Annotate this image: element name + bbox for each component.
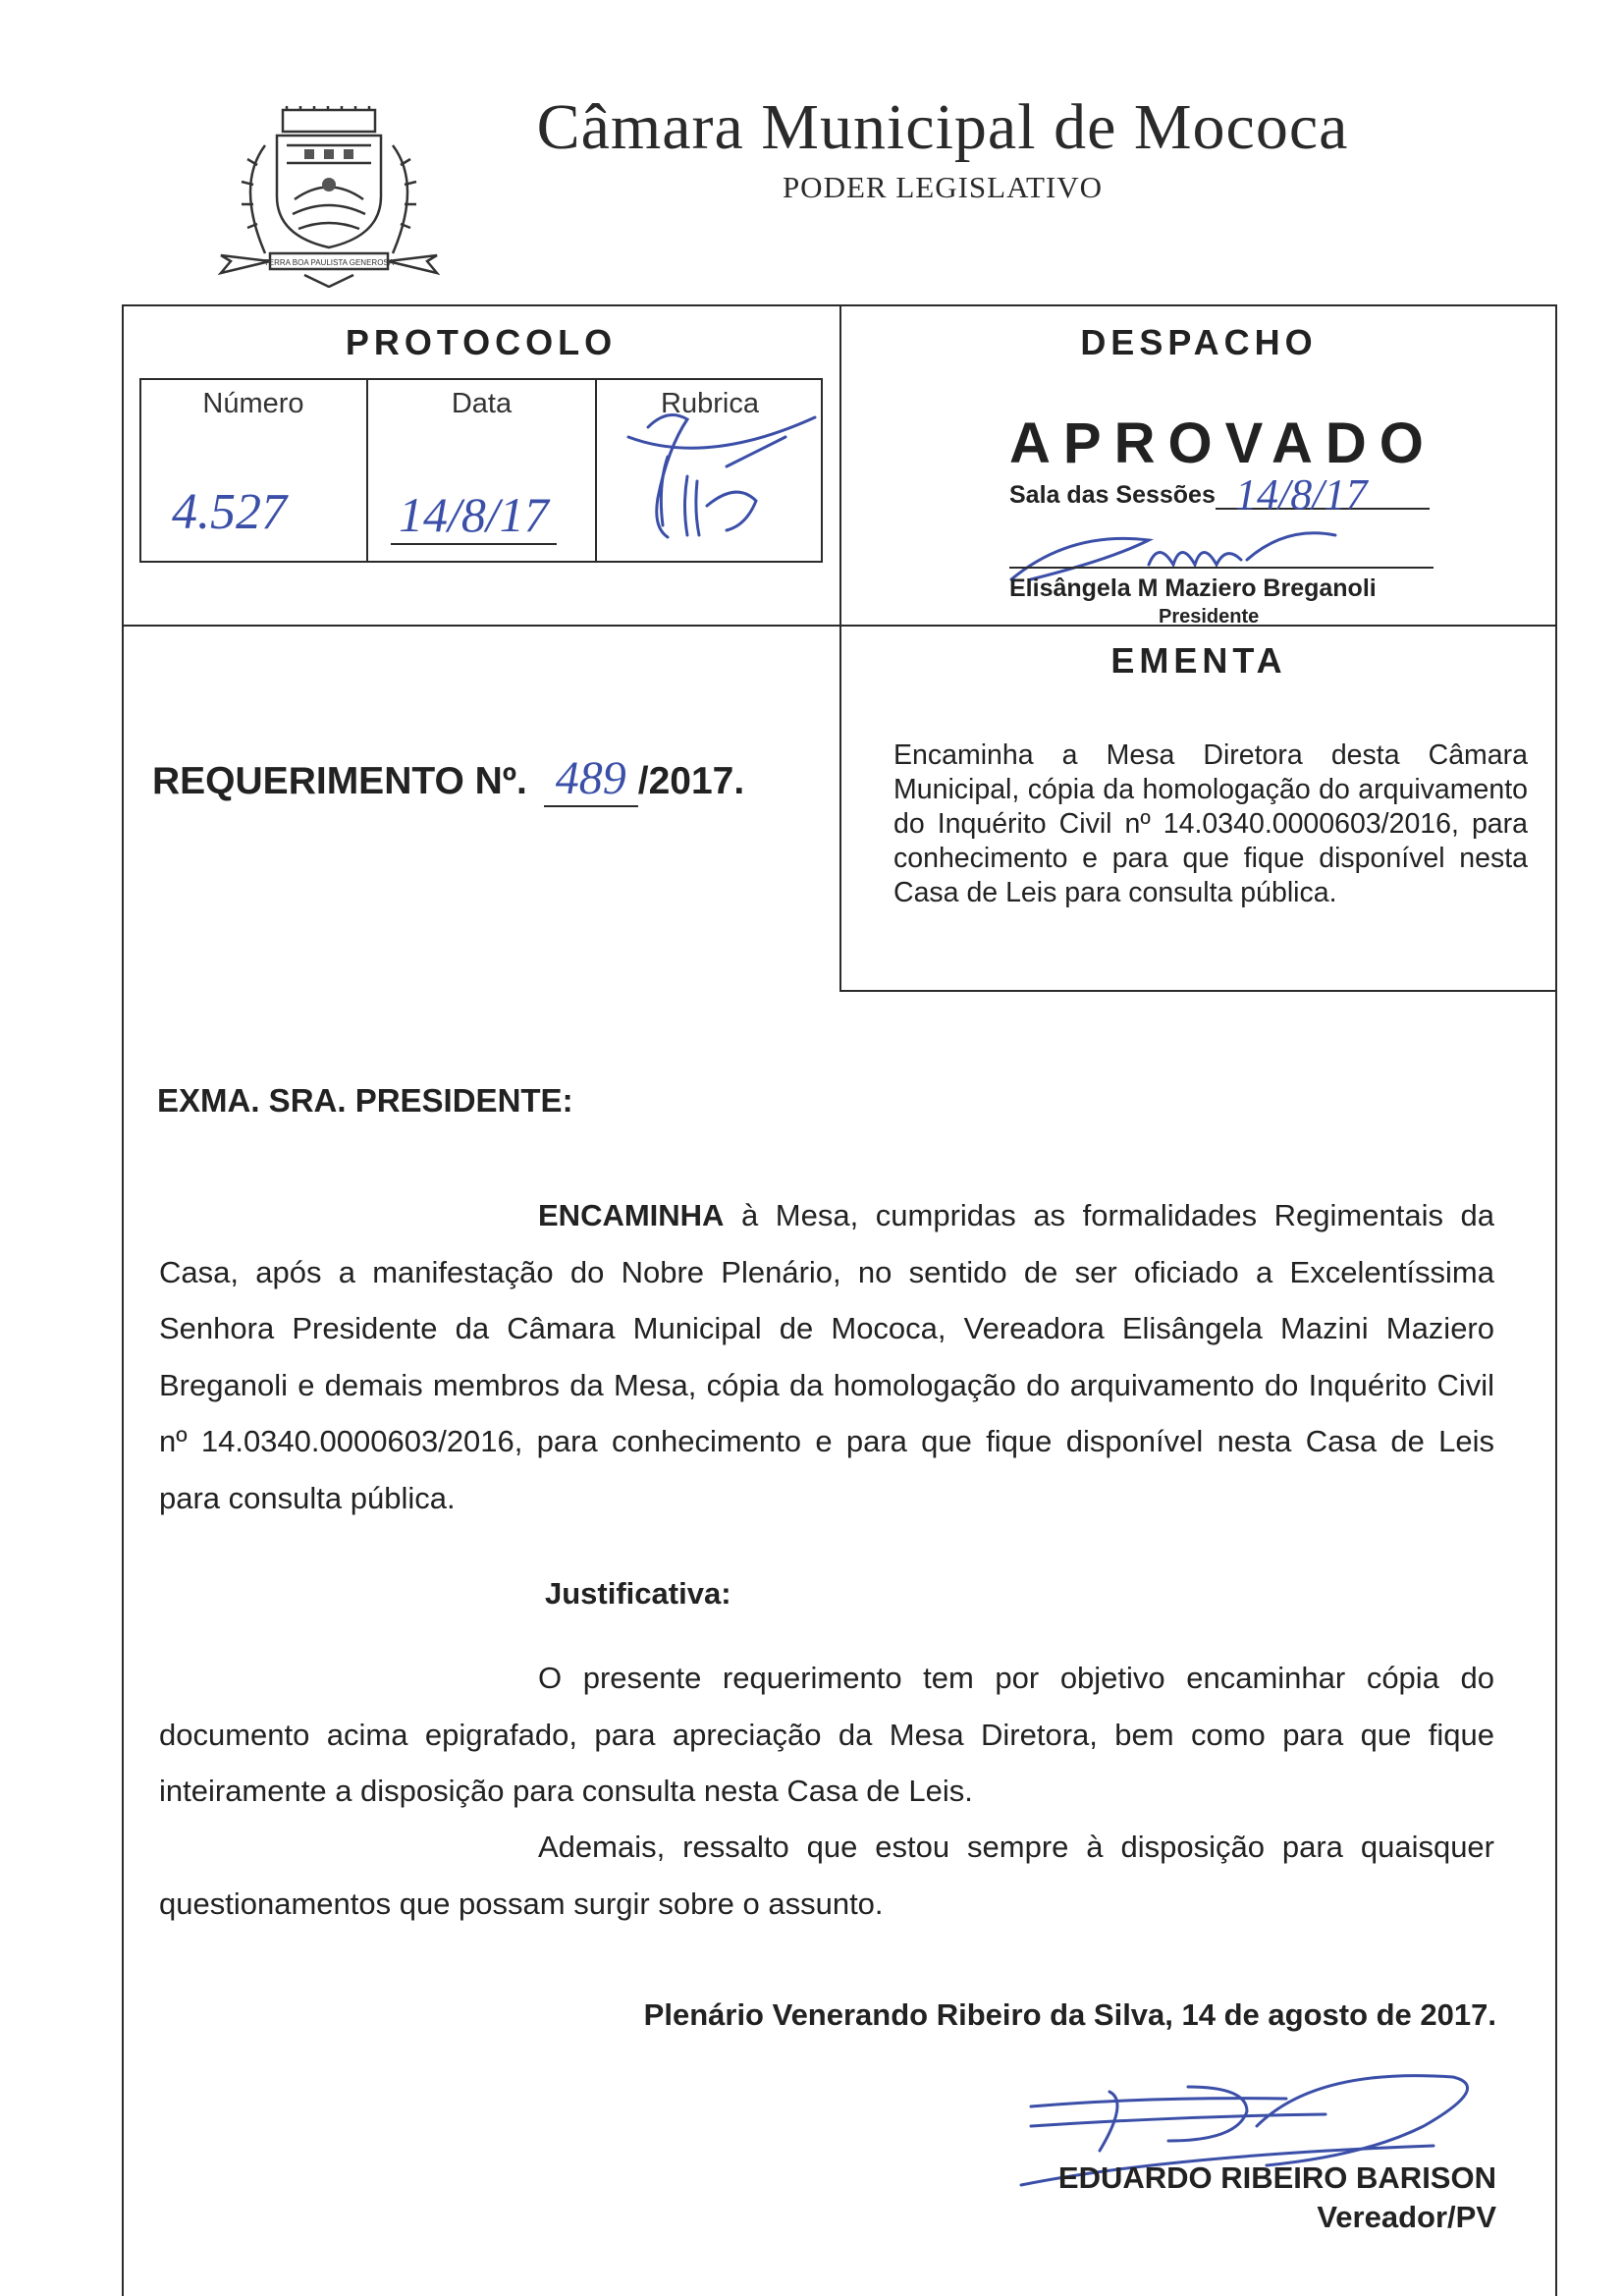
crest-motto: TERRA BOA PAULISTA GENEROSA	[263, 258, 395, 267]
ementa-bottom-rule	[840, 990, 1557, 992]
ementa-heading: EMENTA	[1110, 640, 1287, 681]
requerimento-prefix: REQUERIMENTO Nº.	[152, 760, 527, 802]
salutation: EXMA. SRA. PRESIDENTE:	[157, 1082, 573, 1119]
protocolo-heading: PROTOCOLO	[345, 322, 618, 362]
requerimento-title	[152, 751, 744, 807]
body-paragraph-2: O presente requerimento tem por objetivo encaminhar cópia do documento acima epigrafado, para apreciação da Mesa Diretora, bem como para que fique inteiramente a disposição para consulta nesta Casa de Leis.	[159, 1661, 1494, 1808]
requerimento-number: 489	[544, 751, 638, 807]
author-role: Vereador/PV	[1317, 2200, 1496, 2234]
municipal-crest-logo	[216, 106, 442, 288]
frame-section-rule	[122, 625, 1557, 627]
closing-line: Plenário Venerando Ribeiro da Silva, 14 de agosto de 2017.	[643, 1997, 1496, 2032]
author-name: EDUARDO RIBEIRO BARISON	[1057, 2160, 1496, 2195]
frame-right-rule	[1555, 304, 1557, 2296]
protocolo-col-rubrica: Rubrica	[661, 388, 759, 419]
institution-title: Câmara Municipal de Mococa	[536, 91, 1349, 163]
sala-sessoes-date: 14/8/17	[1235, 470, 1368, 519]
p1-lead: ENCAMINHA	[538, 1198, 725, 1232]
ementa-text: Encaminha a Mesa Diretora desta Câmara Municipal, cópia da homologação do arquivamento do Inquérito Civil nº 14.0340.0000603/2016, para conhecimento e para que fique disponível nesta Casa de Leis para consulta pública.	[893, 739, 1528, 908]
body-paragraph-1	[159, 1187, 1494, 1526]
protocolo-col-data: Data	[451, 388, 513, 419]
protocolo-data-value: 14/8/17	[391, 486, 557, 545]
body-paragraph-3: Ademais, ressalto que estou sempre à disposição para quaisquer questionamentos que possam surgir sobre o assunto.	[159, 1830, 1494, 1921]
justificativa-heading: Justificativa:	[545, 1576, 731, 1611]
institution-subtitle: PODER LEGISLATIVO	[782, 170, 1104, 204]
protocolo-numero-value: 4.527	[172, 484, 287, 540]
aprovado-stamp: APROVADO	[1009, 411, 1436, 475]
despacho-heading: DESPACHO	[1080, 322, 1318, 362]
president-role: Presidente	[1159, 606, 1260, 625]
protocolo-col-numero: Número	[202, 388, 304, 419]
sala-sessoes-label: Sala das Sessões	[1009, 481, 1216, 509]
p1-rest: à Mesa, cumpridas as formalidades Regimentais da Casa, após a manifestação do Nobre Plenário, no sentido de ser oficiado a Excelentíssima Senhora Presidente da Câmara Municipal de Mococa, Vereadora Elisângela Mazini Maziero Breganoli e demais membros da Mesa, cópia da homologação do arquivamento do Inquérito Civil nº 14.0340.0000603/2016, para conhecimento e para que fique disponível nesta Casa de Leis para consulta pública.	[159, 1198, 1494, 1515]
president-signature-line	[1009, 567, 1434, 569]
rubrica-signature-mark	[609, 398, 825, 560]
president-name: Elisângela M Maziero Breganoli	[1009, 574, 1377, 602]
frame-left-rule	[122, 304, 124, 2296]
requerimento-suffix: /2017.	[637, 760, 745, 802]
